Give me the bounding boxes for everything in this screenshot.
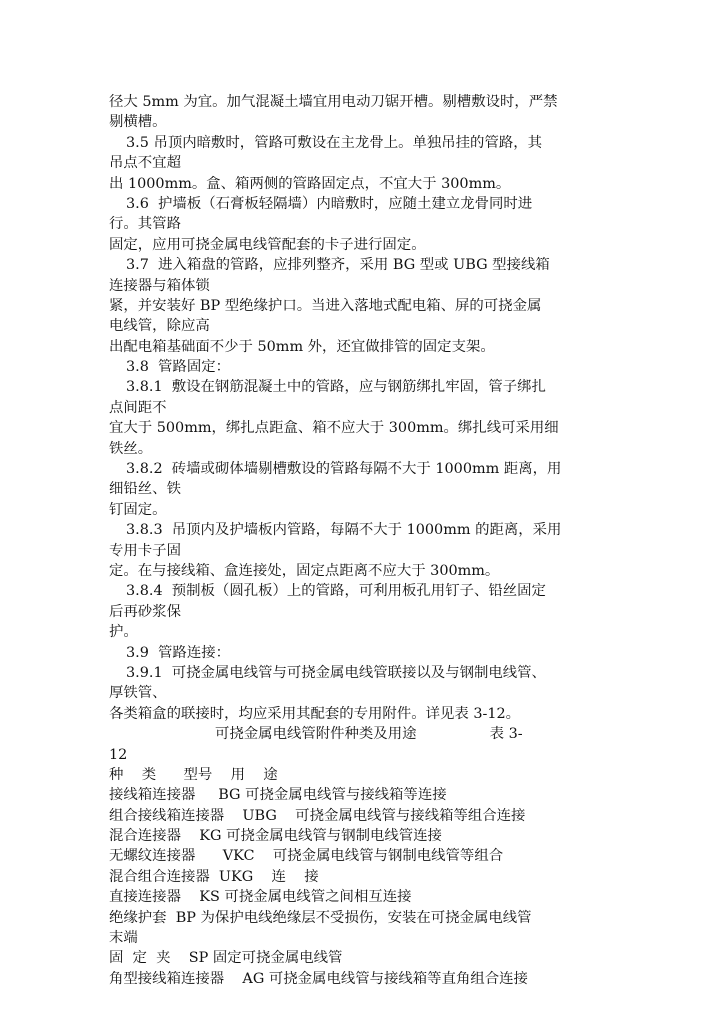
table-header-row: 种 类 型号 用 途 bbox=[109, 766, 278, 783]
text-line: 出配电箱基础面不少于 50mm 外，还宜做排管的固定支架。 bbox=[109, 338, 495, 355]
section-3-6-line: 3.6 护墙板（石膏板轻隔墙）内暗敷时，应随土建立龙骨同时进 bbox=[126, 195, 533, 212]
text-line: 出 1000mm。盒、箱两侧的管路固定点，不宜大于 300mm。 bbox=[109, 175, 511, 192]
table-row: 直接连接器 KS 可挠金属电线管之间相互连接 bbox=[109, 889, 412, 906]
text-line: 后再砂浆保 bbox=[109, 603, 181, 620]
table-row: 接线箱连接器 BG 可挠金属电线管与接线箱等连接 bbox=[109, 787, 447, 804]
section-3-5-line: 3.5 吊顶内暗敷时，管路可敷设在主龙骨上。单独吊挂的管路，其 bbox=[126, 134, 543, 151]
text-line: 护。 bbox=[109, 624, 138, 641]
text-line: 铁丝。 bbox=[109, 440, 153, 457]
table-row-continued: 末端 bbox=[109, 930, 138, 947]
table-caption: 可挠金属电线管附件种类及用途 表 3- bbox=[215, 726, 523, 743]
text-line: 宜大于 500mm，绑扎点距盒、箱不应大于 300mm。绑扎线可采用细 bbox=[109, 420, 559, 437]
document-page bbox=[109, 92, 619, 989]
text-line: 钉固定。 bbox=[109, 501, 167, 518]
table-row: 组合接线箱连接器 UBG 可挠金属电线管与接线箱等组合连接 bbox=[109, 807, 526, 824]
section-3-8-1-line: 3.8.1 敷设在钢筋混凝土中的管路，应与钢筋绑扎牢固，管子绑扎 bbox=[126, 379, 546, 396]
section-3-9-1-line: 3.9.1 可挠金属电线管与可挠金属电线管联接以及与钢制电线管、 bbox=[126, 664, 546, 681]
text-line: 厚铁管、 bbox=[109, 685, 167, 702]
text-line: 专用卡子固 bbox=[109, 542, 181, 559]
text-line: 细铅丝、铁 bbox=[109, 481, 181, 498]
text-line: 剔横槽。 bbox=[109, 114, 167, 131]
table-row: 混合连接器 KG 可挠金属电线管与钢制电线管连接 bbox=[109, 828, 442, 845]
text-line: 电线管，除应高 bbox=[109, 318, 210, 335]
text-line: 行。其管路 bbox=[109, 216, 181, 233]
table-row: 混合组合连接器 UKG 连 接 bbox=[109, 868, 319, 885]
text-line: 紧，并安装好 BP 型绝缘护口。当进入落地式配电箱、屏的可挠金属 bbox=[109, 297, 542, 314]
text-line: 吊点不宜超 bbox=[109, 155, 181, 172]
section-3-8-3-line: 3.8.3 吊顶内及护墙板内管路，每隔不大于 1000mm 的距离，采用 bbox=[126, 522, 562, 539]
text-line: 各类箱盒的联接时，均应采用其配套的专用附件。详见表 3-12。 bbox=[109, 705, 521, 722]
section-3-9-heading: 3.9 管路连接： bbox=[126, 644, 230, 661]
text-line: 连接器与箱体锁 bbox=[109, 277, 210, 294]
section-3-7-line: 3.7 进入箱盘的管路，应排列整齐，采用 BG 型或 UBG 型接线箱 bbox=[126, 257, 550, 274]
section-3-8-4-line: 3.8.4 预制板（圆孔板）上的管路，可利用板孔用钉子、铅丝固定 bbox=[126, 583, 546, 600]
text-line: 径大 5mm 为宜。加气混凝土墙宜用电动刀锯开槽。剔槽敷设时，严禁 bbox=[109, 94, 558, 110]
section-3-8-2-line: 3.8.2 砖墙或砌体墙剔槽敷设的管路每隔不大于 1000mm 距离，用 bbox=[126, 461, 562, 478]
section-3-8-heading: 3.8 管路固定： bbox=[126, 359, 230, 376]
table-caption-continued: 12 bbox=[109, 746, 128, 763]
text-line: 定。在与接线箱、盒连接处，固定点距离不应大于 300mm。 bbox=[109, 562, 500, 579]
text-line: 点间距不 bbox=[109, 399, 167, 416]
table-row: 绝缘护套 BP 为保护电线绝缘层不受损伤，安装在可挠金属电线管 bbox=[109, 909, 532, 926]
text-line: 固定，应用可挠金属电线管配套的卡子进行固定。 bbox=[109, 236, 426, 253]
table-row: 固 定 夹 SP 固定可挠金属电线管 bbox=[109, 950, 343, 967]
table-row: 无螺纹连接器 VKC 可挠金属电线管与钢制电线管等组合 bbox=[109, 848, 504, 865]
table-row: 角型接线箱连接器 AG 可挠金属电线管与接线箱等直角组合连接 bbox=[109, 970, 528, 987]
